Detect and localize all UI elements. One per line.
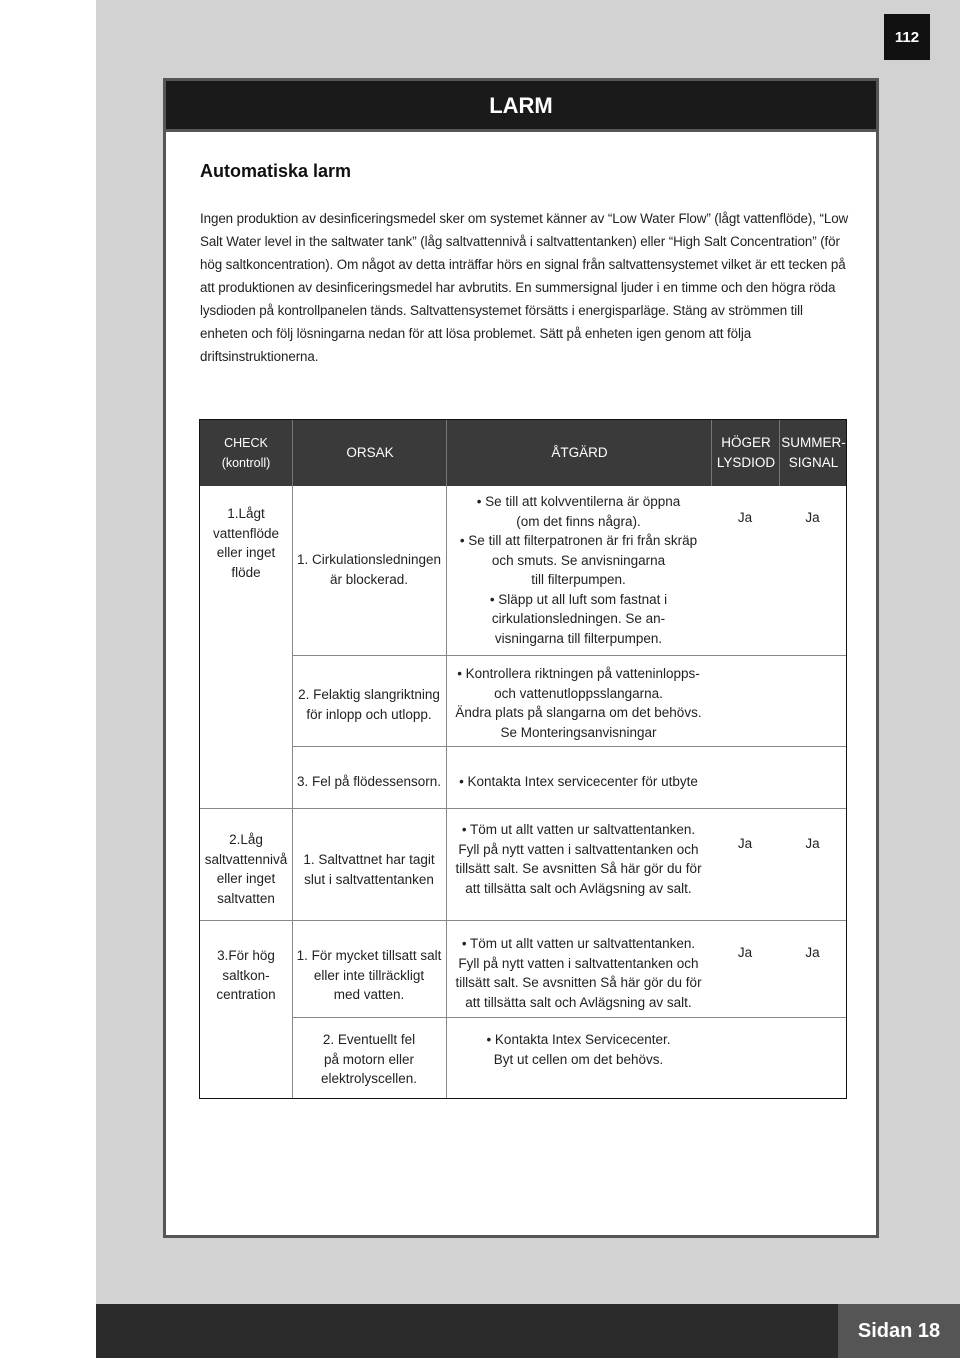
check-cell: 2.Låg saltvattennivå eller inget saltvatten bbox=[204, 832, 288, 906]
header-bar bbox=[166, 81, 876, 129]
hoger-lysdiod-cell: Ja bbox=[737, 510, 753, 525]
orsak-cell: 2. Felaktig slangriktning för inlopp och utlopp. bbox=[298, 687, 440, 722]
row-divider bbox=[292, 1017, 846, 1018]
summersignal-cell: Ja bbox=[805, 945, 820, 960]
page-title: LARM bbox=[489, 93, 553, 118]
orsak-cell: 3. Fel på flödessensorn. bbox=[296, 774, 442, 789]
orsak-cell: 1. Cirkulationsledningen är blockerad. bbox=[296, 552, 442, 587]
header-check: CHECK (kontroll) bbox=[221, 436, 271, 470]
page-number-badge: 112 bbox=[884, 14, 930, 60]
row-divider bbox=[292, 655, 846, 656]
atgard-cell: • Töm ut allt vatten ur saltvattentanken. Fyll på nytt vatten i saltvattentanken och tillsätt salt. Se avsnitten Så här gör du för att tillsätta salt och Avlägsning av salt. bbox=[455, 936, 702, 1010]
atgard-cell: • Se till att kolvventilerna är öppna (om det finns några). • Se till att filterpatronen är fri från skräp och smuts. Se anvisningarna till filterpumpen. • Släpp ut all luft som fastnat i cirkulationsledningen. Se an- visningarna till filterpumpen. bbox=[459, 494, 698, 646]
atgard-cell: • Töm ut allt vatten ur saltvattentanken. Fyll på nytt vatten i saltvattentanken och tillsätt salt. Se avsnitten Så här gör du för att tillsätta salt och Avlägsning av salt. bbox=[455, 822, 702, 896]
intro-text: Ingen produktion av desinficeringsmedel sker om systemet känner av “Low Water Flow” (lågt vattenflöde), “Low Salt Water level in the saltwater tank” (låg saltvattennivå i saltvattentanken) eller “High Salt Concentration” (för hög saltkoncentration). Om något av detta inträffar hörs en signal från saltvattensystemet vilket är ett tecken på att produktionen av desinficeringsmedel har avbrutits. En summersignal ljuder i en timme och den högra röda lysdioden på kontrollpanelen tänds. Saltvattensystemet försätts i energisparläge. Stäng av strömmen till enheten och följ lösningarna nedan för att lösa problemet. Sätt på enheten igen genom att följa driftsinstruktionerna. bbox=[200, 211, 849, 364]
alarm-table bbox=[199, 419, 847, 1099]
header-hoger-lysdiod: HÖGER LYSDIOD bbox=[711, 420, 780, 486]
row-divider bbox=[200, 920, 846, 921]
header-atgard: ÅTGÄRD bbox=[446, 420, 712, 486]
hoger-lysdiod-cell: Ja bbox=[737, 836, 753, 851]
orsak-cell: 1. För mycket tillsatt salt eller inte tillräckligt med vatten. bbox=[296, 948, 442, 1002]
atgard-cell: • Kontakta Intex servicecenter för utbyte bbox=[459, 774, 698, 789]
left-margin bbox=[0, 0, 96, 1358]
footer-bar bbox=[96, 1304, 838, 1358]
header-orsak: ORSAK bbox=[292, 420, 447, 486]
header-summersignal: SUMMER- SIGNAL bbox=[779, 420, 847, 486]
check-cell: 3.För hög saltkon- centration bbox=[216, 948, 276, 1002]
summersignal-cell: Ja bbox=[805, 836, 820, 851]
section-title: Automatiska larm bbox=[200, 161, 352, 181]
intro-paragraph bbox=[200, 207, 850, 368]
atgard-cell: • Kontrollera riktningen på vatteninlopps- och vattenutloppsslangarna. Ändra plats på slangarna om det behövs. Se Monteringsanvisningar bbox=[455, 666, 702, 740]
atgard-cell: • Kontakta Intex Servicecenter. Byt ut cellen om det behövs. bbox=[486, 1032, 671, 1067]
table-header bbox=[200, 420, 846, 486]
orsak-cell: 2. Eventuellt fel på motorn eller elektrolyscellen. bbox=[320, 1032, 418, 1086]
summersignal-cell: Ja bbox=[805, 510, 820, 525]
footer-page-label: Sidan 18 bbox=[838, 1304, 960, 1358]
hoger-lysdiod-cell: Ja bbox=[737, 945, 753, 960]
orsak-cell: 1. Saltvattnet har tagit slut i saltvattentanken bbox=[303, 852, 435, 887]
row-divider bbox=[292, 746, 846, 747]
content-panel bbox=[166, 132, 876, 1235]
row-divider bbox=[200, 808, 846, 809]
check-cell: 1.Lågt vattenflöde eller inget flöde bbox=[212, 506, 280, 580]
